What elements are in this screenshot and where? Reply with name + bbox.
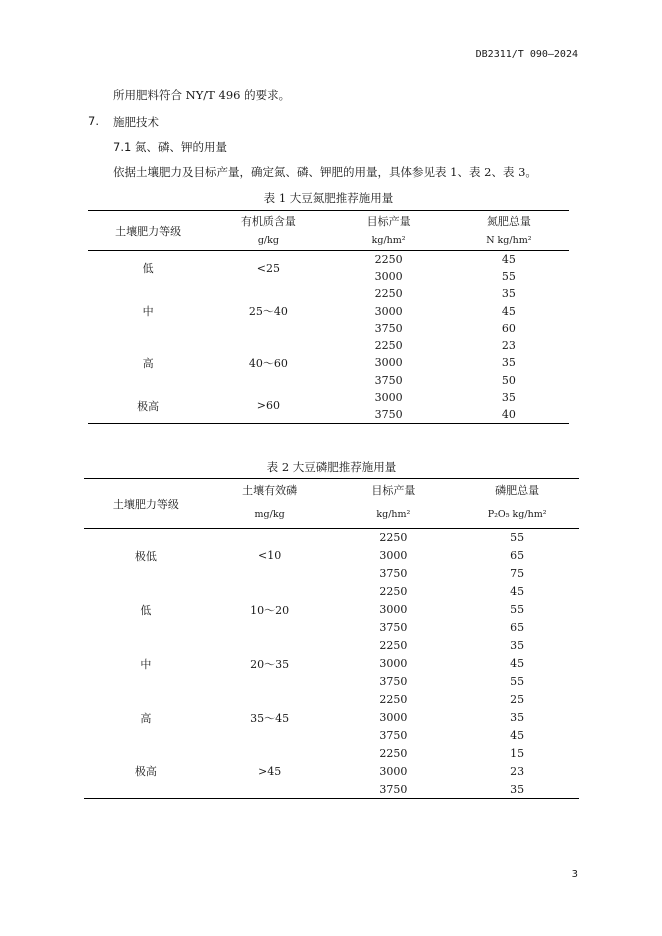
target-yield-cell: 2250	[379, 531, 408, 545]
target-yield-cell: 3750	[379, 621, 408, 634]
section-7-title: 施肥技术	[113, 115, 159, 129]
target-yield-cell: 3000	[379, 657, 408, 670]
table-row	[84, 583, 579, 601]
fertilizer-amount-cell: 45	[510, 729, 525, 742]
soil-range-cell: >60	[256, 399, 280, 413]
target-yield-cell: 3000	[374, 356, 403, 370]
target-yield-cell: 2250	[379, 693, 408, 706]
target-yield-cell: 3000	[374, 269, 403, 283]
fertilizer-amount-cell: 55	[510, 531, 525, 545]
fertilizer-amount-cell: 35	[501, 391, 516, 405]
t2-header-yield: 目标产量	[371, 483, 416, 497]
phosphorus-table	[84, 478, 579, 799]
target-yield-cell: 3000	[379, 711, 408, 724]
fertility-grade-cell: 极高	[137, 399, 160, 413]
soil-range-cell: 25～40	[248, 305, 288, 319]
table1-caption: 表 1 大豆氮肥推荐施用量	[263, 191, 394, 205]
table-row	[84, 691, 579, 709]
fertilizer-amount-cell: 15	[510, 747, 525, 760]
page-number: 3	[571, 869, 578, 880]
t2-unit-yield: kg/hm²	[332, 501, 456, 529]
target-yield-cell: 3000	[374, 391, 403, 405]
t2-unit-phosphorus: P₂O₅ kg/hm²	[455, 501, 579, 529]
fertilizer-amount-cell: 65	[510, 621, 525, 634]
t1-header-grade: 土壤肥力等级	[88, 211, 208, 251]
t2-unit-soil: mg/kg	[208, 501, 332, 529]
fertilizer-amount-cell: 45	[501, 304, 516, 318]
section-7-1-title: 7.1 氮、磷、钾的用量	[113, 140, 227, 154]
table-row	[88, 251, 569, 268]
target-yield-cell: 3750	[379, 729, 408, 742]
fertilizer-amount-cell: 35	[501, 356, 516, 370]
soil-range-cell: 35～45	[250, 711, 290, 725]
intro-line: 所用肥料符合 NY/T 496 的要求。	[113, 88, 291, 102]
fertilizer-amount-cell: 35	[510, 711, 525, 724]
fertilizer-amount-cell: 25	[510, 693, 525, 706]
target-yield-cell: 3750	[374, 408, 403, 422]
target-yield-cell: 3750	[374, 373, 403, 387]
fertilizer-amount-cell: 55	[510, 675, 525, 688]
fertility-grade-cell: 低	[142, 262, 154, 276]
fertilizer-amount-cell: 35	[510, 639, 525, 652]
target-yield-cell: 2250	[379, 747, 408, 760]
target-yield-cell: 2250	[374, 339, 403, 353]
fertilizer-amount-cell: 35	[510, 782, 525, 796]
target-yield-cell: 3750	[379, 675, 408, 688]
t2-header-phosphorus: 磷肥总量	[495, 483, 540, 497]
target-yield-cell: 2250	[374, 252, 403, 266]
fertilizer-amount-cell: 75	[510, 567, 525, 580]
soil-range-cell: <10	[258, 549, 282, 563]
fertilizer-amount-cell: 40	[501, 408, 516, 422]
target-yield-cell: 3750	[379, 782, 408, 796]
fertilizer-amount-cell: 55	[510, 603, 525, 616]
t2-header-phosphorus-soil: 土壤有效磷	[242, 483, 298, 497]
soil-range-cell: 20～35	[250, 657, 290, 671]
soil-range-cell: >45	[258, 764, 282, 778]
fertilizer-amount-cell: 23	[510, 765, 525, 778]
fertilizer-amount-cell: 45	[510, 657, 525, 670]
t1-header-organic: 有机质含量	[240, 215, 296, 229]
fertilizer-amount-cell: 65	[510, 549, 525, 562]
target-yield-cell: 3750	[379, 567, 408, 580]
fertilizer-amount-cell: 55	[501, 269, 516, 283]
t1-header-yield: 目标产量	[366, 215, 411, 229]
intro-paragraph: 依据土壤肥力及目标产量，确定氮、磷、钾肥的用量，具体参见表 1、表 2、表 3。	[113, 165, 537, 179]
soil-range-cell: 40～60	[248, 356, 288, 370]
target-yield-cell: 3000	[374, 304, 403, 318]
fertilizer-amount-cell: 45	[501, 252, 516, 266]
table-row	[84, 637, 579, 655]
table-row	[84, 529, 579, 547]
t1-unit-nitrogen: N kg/hm²	[449, 232, 569, 251]
target-yield-cell: 3000	[379, 765, 408, 778]
document-code-header: DB2311/T 090—2024	[475, 49, 578, 60]
target-yield-cell: 2250	[374, 287, 403, 301]
table-row	[84, 745, 579, 763]
fertilizer-amount-cell: 50	[501, 373, 516, 387]
fertilizer-amount-cell: 60	[501, 321, 516, 335]
soil-range-cell: 10～20	[250, 603, 290, 617]
t1-unit-organic: g/kg	[208, 232, 328, 251]
soil-range-cell: <25	[256, 261, 280, 275]
t1-header-nitrogen: 氮肥总量	[486, 215, 531, 229]
target-yield-cell: 2250	[379, 585, 408, 598]
table-row	[88, 389, 569, 406]
fertility-grade-cell: 中	[142, 305, 154, 319]
nitrogen-table	[88, 210, 569, 424]
fertility-grade-cell: 中	[140, 657, 152, 671]
fertility-grade-cell: 高	[140, 711, 152, 725]
table-row	[88, 285, 569, 302]
target-yield-cell: 2250	[379, 639, 408, 652]
table2-caption: 表 2 大豆磷肥推荐施用量	[266, 460, 397, 474]
fertility-grade-cell: 高	[142, 356, 154, 370]
fertility-grade-cell: 极高	[134, 765, 157, 779]
fertilizer-amount-cell: 35	[501, 287, 516, 301]
table-row	[88, 337, 569, 354]
t2-header-grade: 土壤肥力等级	[84, 479, 208, 529]
fertilizer-amount-cell: 23	[501, 339, 516, 353]
t1-unit-yield: kg/hm²	[329, 232, 449, 251]
section-7-number: 7.	[88, 114, 99, 128]
fertilizer-amount-cell: 45	[510, 585, 525, 598]
target-yield-cell: 3000	[379, 549, 408, 562]
fertility-grade-cell: 极低	[134, 549, 157, 563]
target-yield-cell: 3000	[379, 603, 408, 616]
fertility-grade-cell: 低	[140, 603, 152, 617]
target-yield-cell: 3750	[374, 321, 403, 335]
